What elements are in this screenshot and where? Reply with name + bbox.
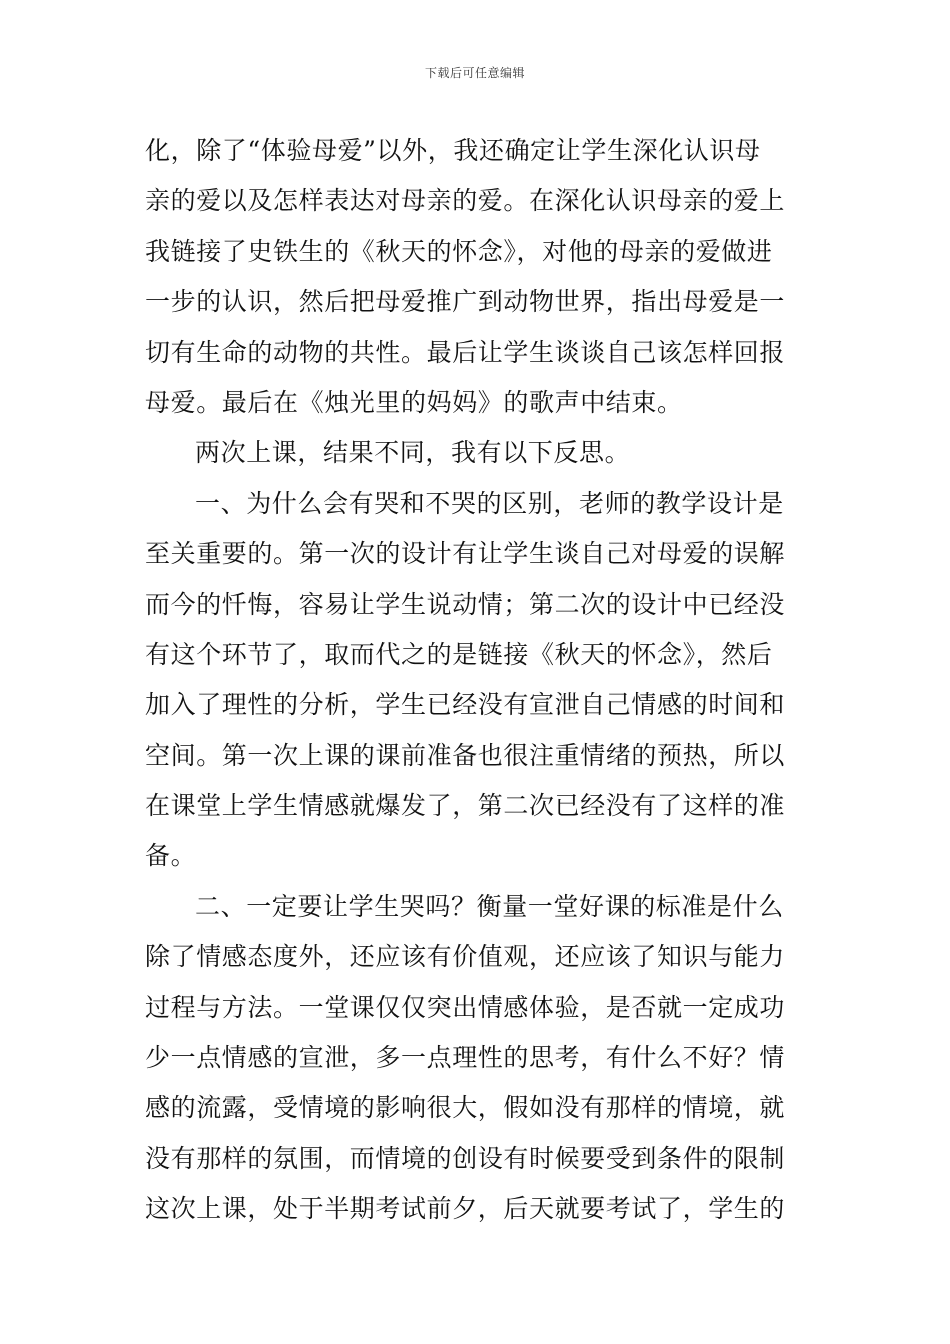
text-line: 至关重要的。第一次的设计有让学生谈自己对母爱的误解 [145, 539, 786, 569]
text-line: 除了情感态度外，还应该有价值观，还应该了知识与能力 [145, 942, 786, 972]
text-line: 在课堂上学生情感就爆发了，第二次已经没有了这样的准 [145, 791, 786, 821]
text-line: 而今的忏悔，容易让学生说动情；第二次的设计中已经没 [145, 589, 786, 619]
text-line: 母爱。最后在《烛光里的妈妈》的歌声中结束。 [145, 387, 683, 417]
text-line: 切有生命的动物的共性。最后让学生谈谈自己该怎样回报 [145, 337, 786, 367]
text-line: 有这个环节了，取而代之的是链接《秋天的怀念》，然后 [145, 639, 773, 669]
text-line: 加入了理性的分析，学生已经没有宣泄自己情感的时间和 [145, 690, 786, 720]
text-line: 我链接了史铁生的《秋天的怀念》，对他的母亲的爱做进 [145, 236, 773, 266]
text-line: 没有那样的氛围，而情境的创设有时候要受到条件的限制 [145, 1143, 786, 1173]
text-line: 备。 [145, 841, 197, 871]
text-line: 两次上课，结果不同，我有以下反思。 [195, 438, 631, 468]
text-line: 少一点情感的宣泄，多一点理性的思考，有什么不好？情 [145, 1043, 786, 1073]
text-line: 感的流露，受情境的影响很大，假如没有那样的情境，就 [145, 1093, 786, 1123]
text-line: 这次上课，处于半期考试前夕，后天就要考试了，学生的 [145, 1194, 786, 1224]
document-body [145, 126, 809, 1235]
text-line: 二、一定要让学生哭吗？衡量一堂好课的标准是什么 [195, 891, 784, 921]
text-line: 空间。第一次上课的课前准备也很注重情绪的预热，所以 [145, 740, 786, 770]
text-line: 一、为什么会有哭和不哭的区别，老师的教学设计是 [195, 488, 784, 518]
page-header: 下载后可任意编辑 [424, 66, 525, 80]
text-line: 化，除了“体验母爱”以外，我还确定让学生深化认识母 [145, 136, 761, 165]
text-line: 过程与方法。一堂课仅仅突出情感体验，是否就一定成功 [145, 992, 786, 1022]
text-line: 亲的爱以及怎样表达对母亲的爱。在深化认识母亲的爱上 [145, 186, 786, 216]
text-line: 一步的认识，然后把母爱推广到动物世界，指出母爱是一 [145, 287, 786, 317]
